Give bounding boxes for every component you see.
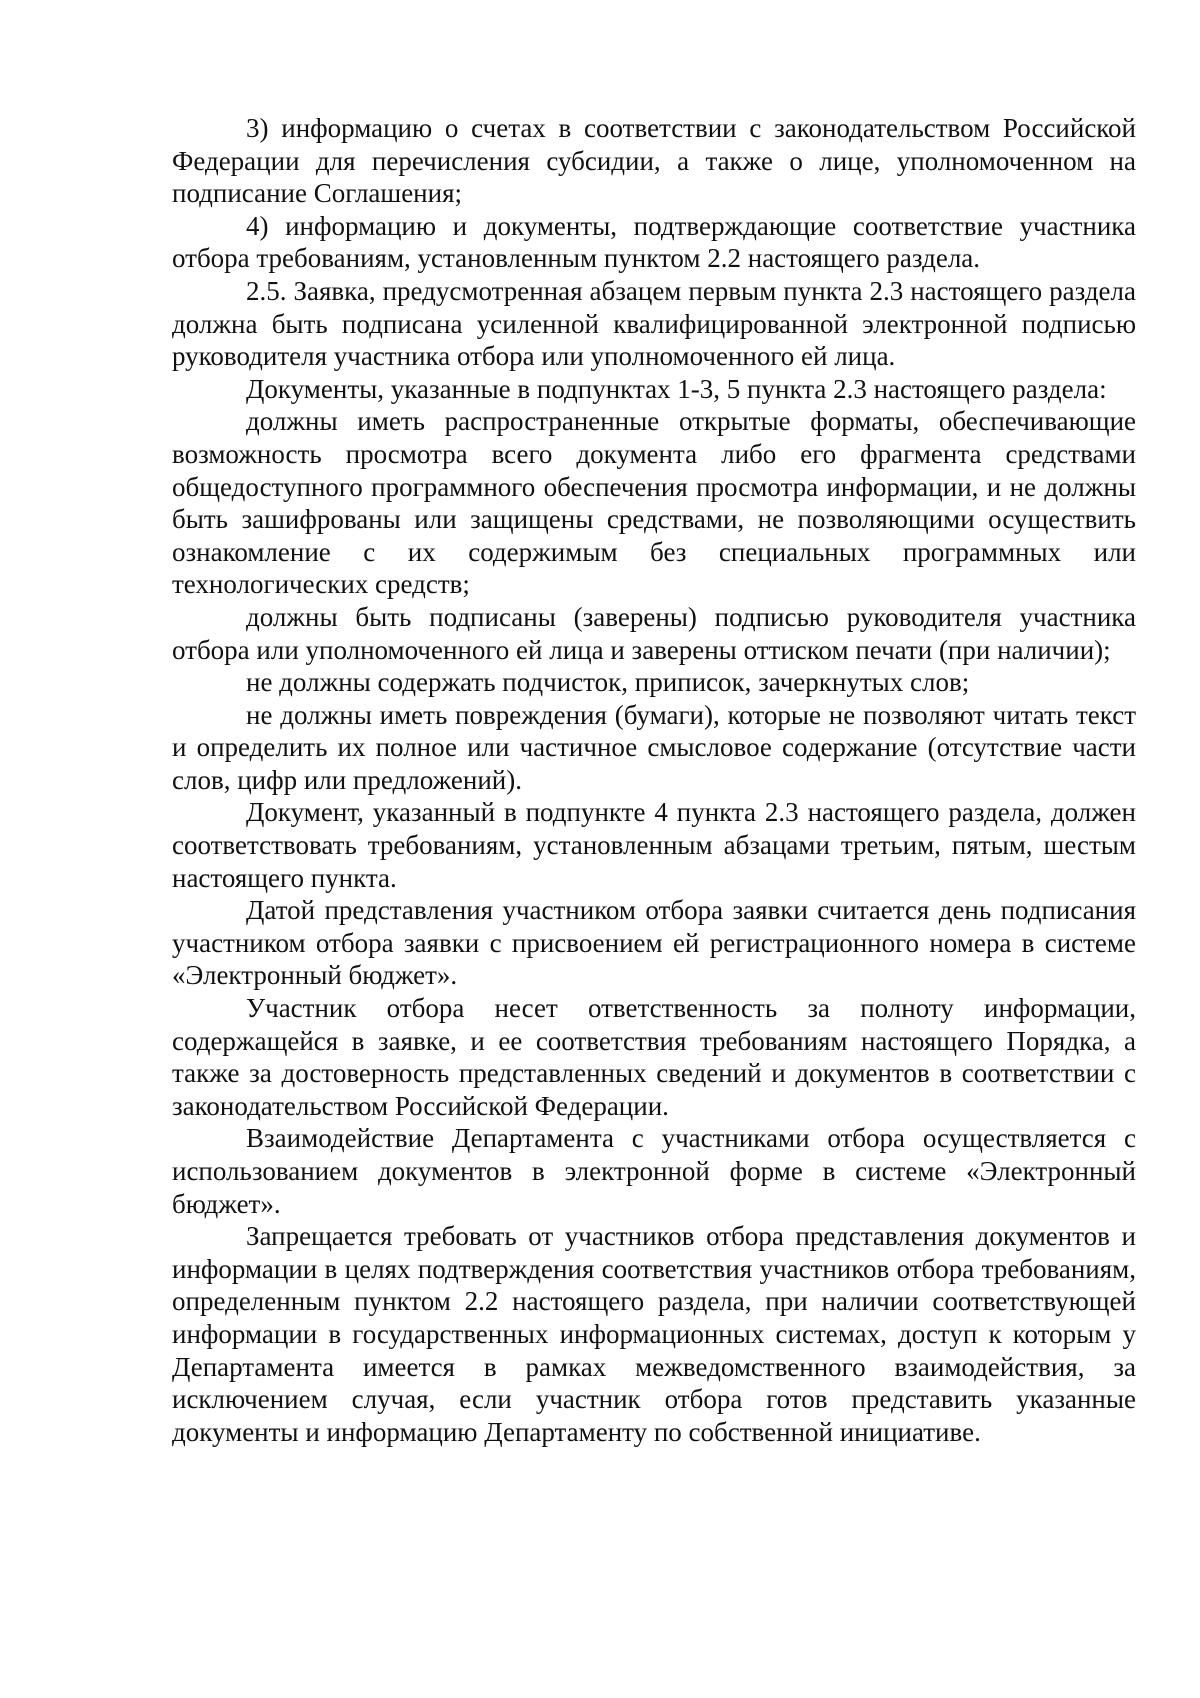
paragraph-no-damage: не должны иметь повреждения (бумаги), которые не позволяют читать текст и определить их полное или частичное смысловое содержание (отсутствие части слов, цифр или предложений). (172, 699, 1136, 795)
paragraph-participant-responsibility: Участник отбора несет ответственность за полноту информации, содержащейся в заявке, и ее соответствия требованиям настоящего Порядка, а также за достоверность представленных сведений и документов в соответствии с законодательством Российской Федерации. (172, 993, 1136, 1121)
paragraph-documents-intro: Документы, указанные в подпунктах 1-3, 5 пункта 2.3 настоящего раздела: (246, 373, 1107, 404)
paragraph-no-erasures: не должны содержать подчисток, приписок, зачеркнутых слов; (246, 667, 970, 698)
paragraph-document-4-requirements: Документ, указанный в подпункте 4 пункта 2.3 настоящего раздела, должен соответствовать требованиям, установленным абзацами третьим, пятым, шестым настоящего пункта. (172, 797, 1136, 893)
paragraph-prohibition: Запрещается требовать от участников отбора представления документов и информации в целях подтверждения соответствия участников отбора требованиям, определенным пунктом 2.2 настоящего раздела, при наличии соответствующей информации в государственных информационных системах, доступ к которым у Департамента имеется в рамках межведомственного взаимодействия, за исключением случая, если участник отбора готов представить указанные документы и информацию Департаменту по собственной инициативе. (172, 1221, 1136, 1447)
paragraph-2-5-signature: 2.5. Заявка, предусмотренная абзацем первым пункта 2.3 настоящего раздела должна быть подписана усиленной квалифицированной электронной подписью руководителя участника отбора или уполномоченного ей лица. (172, 275, 1136, 372)
paragraph-open-formats: должны иметь распространенные открытые форматы, обеспечивающие возможность просмотра всего документа либо его фрагмента средствами общедоступного программного обеспечения просмотра информации, и не должны быть зашифрованы или защищены средствами, не позволяющими осуществить ознакомление с их содержимым без специальных программных или технологических средств; (172, 406, 1136, 600)
paragraph-item-3-accounts: 3) информацию о счетах в соответствии с законодательством Российской Федерации для перечисления субсидии, а также о лице, уполномоченном на подписание Соглашения; (172, 113, 1136, 209)
paragraph-signed-stamped: должны быть подписаны (заверены) подписью руководителя участника отбора или уполномоченного ей лица и заверены оттиском печати (при наличии); (172, 601, 1136, 665)
document-body (172, 112, 1136, 1448)
paragraph-item-4-documents: 4) информацию и документы, подтверждающие соответствие участника отбора требованиям, установленным пунктом 2.2 настоящего раздела. (172, 210, 1136, 274)
paragraph-submission-date: Датой представления участником отбора заявки считается день подписания участником отбора заявки с присвоением ей регистрационного номера в системе «Электронный бюджет». (172, 895, 1136, 991)
paragraph-department-interaction: Взаимодействие Департамента с участниками отбора осуществляется с использованием документов в электронной форме в системе «Электронный бюджет». (172, 1123, 1136, 1219)
